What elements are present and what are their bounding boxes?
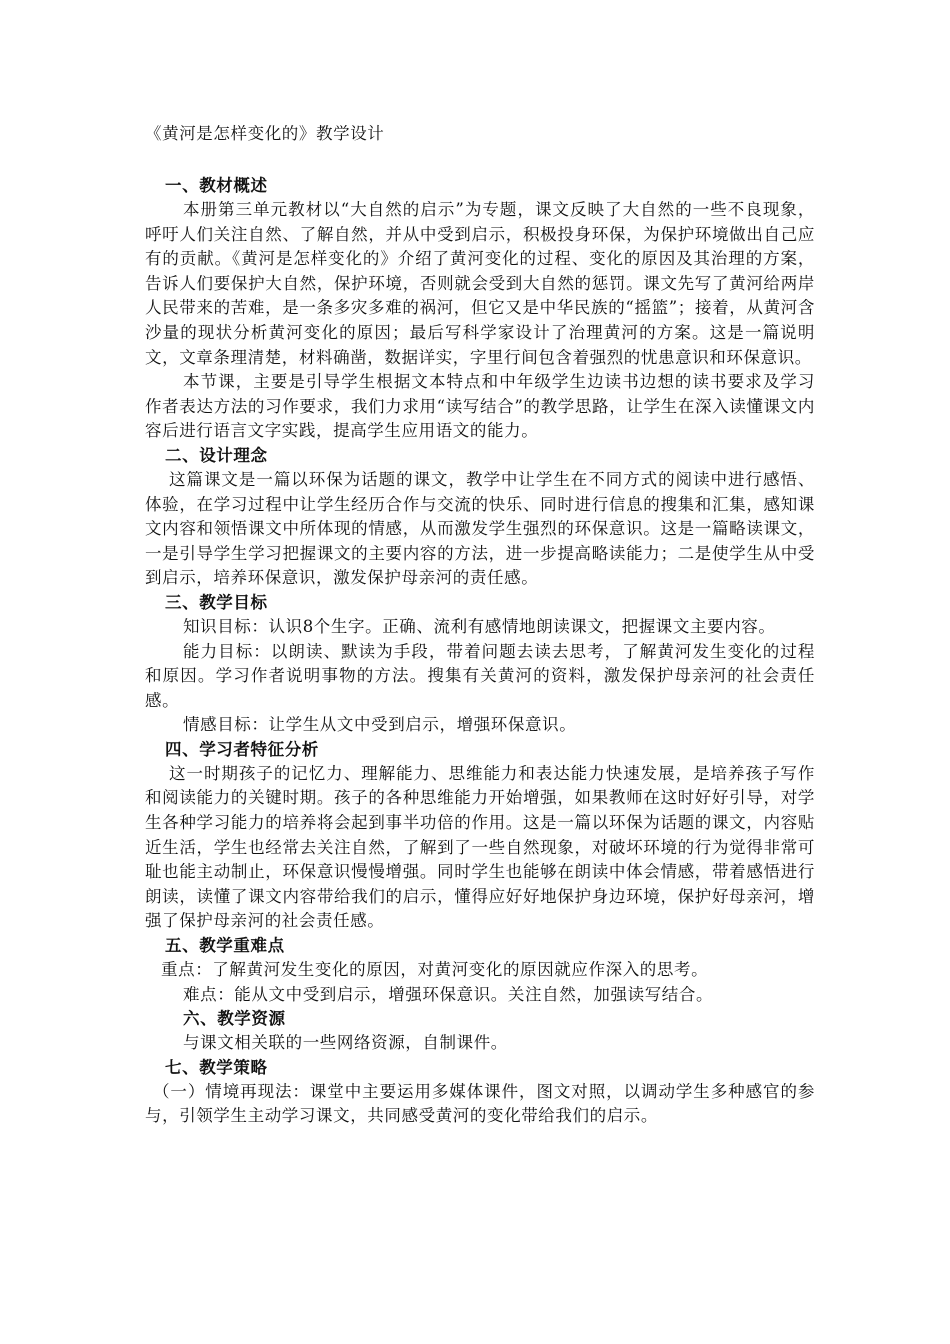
paragraph-ability-goal: 能力目标：以朗读、默读为手段，带着问题去读去思考，了解黄河发生变化的过程和原因。学习作者说明事物的方法。搜集有关黄河的资料，激发保护母亲河的社会责任感。: [145, 641, 815, 710]
section-heading-strategy: 七、教学策略: [165, 1057, 268, 1077]
paragraph-overview-2: 本节课，主要是引导学生根据文本特点和中年级学生边读书边想的读书要求及学习作者表达方法的习作要求，我们力求用“读写结合”的教学思路，让学生在深入读懂课文内容后进行语言文字实践，提高学生应用语文的能力。: [145, 372, 815, 441]
section-heading-resources: 六、教学资源: [183, 1009, 286, 1029]
paragraph-emotion-goal: 情感目标：让学生从文中受到启示，增强环保意识。: [183, 715, 577, 735]
section-heading-teaching-goals: 三、教学目标: [165, 592, 268, 612]
paragraph-resources: 与课文相关联的一些网络资源，自制课件。: [183, 1033, 508, 1053]
document-title: 《黄河是怎样变化的》教学设计: [145, 124, 385, 143]
section-heading-design-concept: 二、设计理念: [165, 445, 268, 465]
section-heading-learner-analysis: 四、学习者特征分析: [165, 739, 319, 759]
paragraph-overview-1: 本册第三单元教材以“大自然的启示”为专题，课文反映了大自然的一些不良现象，呼吁人们关注自然、了解自然，并从中受到启示，积极投身环保，为保护环境做出自己应有的贡献。《黄河是怎样变化的》介绍了黄河变化的过程、变化的原因及其治理的方案，告诉人们要保护大自然，保护环境，否则就会受到大自然的惩罚。课文先写了黄河给两岸人民带来的苦难，是一条多灾多难的祸河，但它又是中华民族的“摇篮”；接着，从黄河含沙量的现状分析黄河变化的原因；最后写科学家设计了治理黄河的方案。这是一篇说明文，文章条理清楚，材料确凿，数据详实，字里行间包含着强烈的忧患意识和环保意识。: [145, 200, 815, 367]
document-body: [145, 120, 815, 1129]
section-heading-overview: 一、教材概述: [165, 176, 268, 195]
section-heading-key-points: 五、教学重难点: [165, 936, 285, 956]
paragraph-difficult-point: 难点：能从文中受到启示，增强环保意识。关注自然，加强读写结合。: [183, 984, 714, 1004]
paragraph-strategy-1: （一）情境再现法：课堂中主要运用多媒体课件，图文对照，以调动学生多种感官的参与，引领学生主动学习课文，共同感受黄河的变化带给我们的启示。: [145, 1081, 815, 1126]
paragraph-learner-analysis: 这一时期孩子的记忆力、理解能力、思维能力和表达能力快速发展，是培养孩子写作和阅读能力的关键时期。孩子的各种思维能力开始增强，如果教师在这时好好引导，对学生各种学习能力的培养将会起到事半功倍的作用。这是一篇以环保为话题的课文，内容贴近生活，学生也经常去关注自然，了解到了一些自然现象，对破坏环境的行为觉得非常可耻也能主动制止，环保意识慢慢增强。同时学生也能够在朗读中体会情感，带着感悟进行朗读，读懂了课文内容带给我们的启示，懂得应好好地保护身边环境，保护好母亲河，增强了保护母亲河的社会责任感。: [145, 763, 815, 931]
paragraph-design-concept: 这篇课文是一篇以环保为话题的课文，教学中让学生在不同方式的阅读中进行感悟、体验，在学习过程中让学生经历合作与交流的快乐、同时进行信息的搜集和汇集，感知课文内容和领悟课文中所体现的情感，从而激发学生强烈的环保意识。这是一篇略读课文，一是引导学生学习把握课文的主要内容的方法，进一步提高略读能力；二是使学生从中受到启示，培养环保意识，激发保护母亲河的责任感。: [145, 469, 815, 588]
paragraph-knowledge-goal: 知识目标：认识8个生字。正确、流利有感情地朗读课文，把握课文主要内容。: [183, 616, 776, 636]
paragraph-key-point: 重点：了解黄河发生变化的原因，对黄河变化的原因就应作深入的思考。: [161, 960, 709, 980]
